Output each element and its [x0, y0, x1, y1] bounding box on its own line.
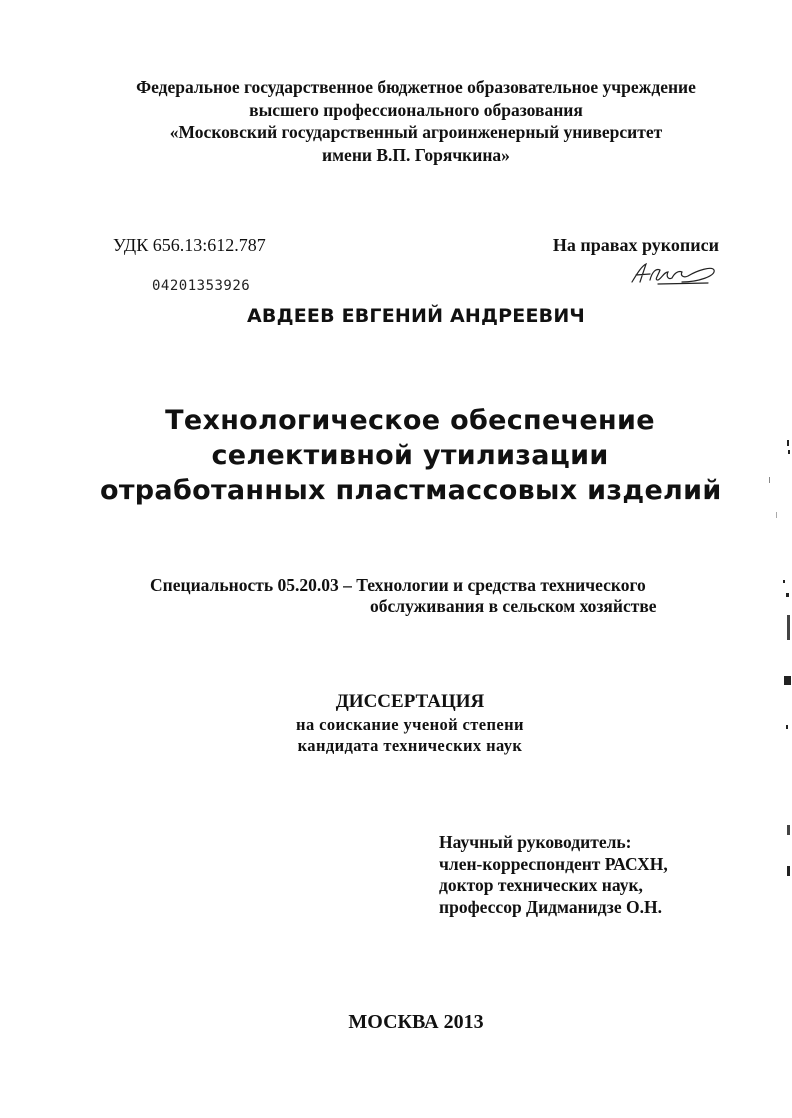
advisor-line: член-корреспондент РАСХН, [439, 853, 668, 874]
advisor-line: Научный руководитель: [439, 832, 632, 852]
specialty [150, 575, 657, 617]
dissertation-title [100, 403, 720, 508]
advisor-line: доктор технических наук, [439, 875, 643, 895]
institution-line: высшего профессионального образования [249, 99, 583, 120]
city-year: МОСКВА 2013 [348, 1011, 484, 1033]
degree-line-1: на соискание ученой степени [296, 715, 524, 734]
rights-notice: На правах рукописи [552, 235, 719, 255]
degree-line-2: кандидата технических наук [297, 736, 523, 755]
dissertation-type [200, 690, 620, 756]
specialty-line-2: обслуживания в сельском хозяйстве [370, 596, 657, 616]
udk-code: УДК 656.13:612.787 [113, 235, 266, 255]
signature-icon [628, 258, 718, 288]
dissertation-heading: ДИССЕРТАЦИЯ [335, 691, 485, 712]
title-line: селективной утилизации [211, 440, 609, 471]
institution-line: имени В.П. Горячкина» [322, 144, 510, 165]
institution-line: Федеральное государственное бюджетное образовательное учреждение [136, 77, 696, 97]
institution-line: «Московский государственный агроинженерный университет [169, 122, 663, 142]
registration-number: 04201353926 [152, 278, 251, 294]
specialty-line-1: Специальность 05.20.03 – Технологии и средства технического [150, 575, 646, 595]
scientific-advisor [439, 832, 668, 918]
institution-header [60, 76, 772, 166]
title-line: отработанных пластмассовых изделий [100, 475, 722, 506]
title-line: Технологическое обеспечение [165, 405, 655, 436]
author-name: АВДЕЕВ ЕВГЕНИЙ АНДРЕЕВИЧ [247, 305, 585, 327]
advisor-line: профессор Дидманидзе О.Н. [439, 896, 662, 917]
